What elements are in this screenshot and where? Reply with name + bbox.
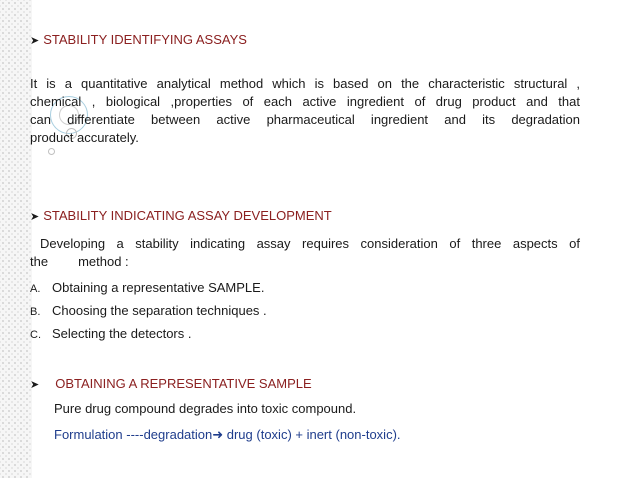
section-heading-assay-development: ➤ STABILITY INDICATING ASSAY DEVELOPMENT — [30, 208, 332, 223]
arrow-bullet-icon: ➤ — [30, 211, 40, 223]
degradation-formula: Formulation ----degradation➜ drug (toxic) + inert (non-toxic). — [54, 427, 401, 442]
left-dot-pattern — [0, 0, 32, 478]
section-paragraph — [30, 75, 580, 147]
paragraph-line: chemical , biological ,properties of each active ingredient of drug product and that — [30, 94, 580, 109]
arrow-bullet-icon: ➤ — [30, 379, 40, 391]
intro-line: Developing a stability indicating assay requires consideration of three aspects of — [40, 236, 580, 251]
paragraph-line: It is a quantitative analytical method which is based on the characteristic structural , — [30, 76, 580, 91]
list-item: B. Choosing the separation techniques . — [30, 303, 267, 318]
list-item: C. Selecting the detectors . — [30, 326, 192, 341]
paragraph-line: can differentiate between active pharmaceutical ingredient and its degradation — [30, 112, 580, 127]
section-heading-stability-identifying: ➤ STABILITY IDENTIFYING ASSAYS — [30, 32, 247, 47]
right-arrow-icon: ➜ — [212, 427, 224, 442]
list-item: A. Obtaining a representative SAMPLE. — [30, 280, 265, 295]
decorative-circle — [48, 148, 55, 155]
sample-line: Pure drug compound degrades into toxic compound. — [54, 401, 357, 416]
arrow-bullet-icon: ➤ — [30, 35, 40, 47]
paragraph-line: product accurately. — [30, 130, 139, 145]
intro-line-2: the method : — [30, 254, 129, 269]
section-heading-representative-sample: ➤ OBTAINING A REPRESENTATIVE SAMPLE — [30, 376, 312, 391]
